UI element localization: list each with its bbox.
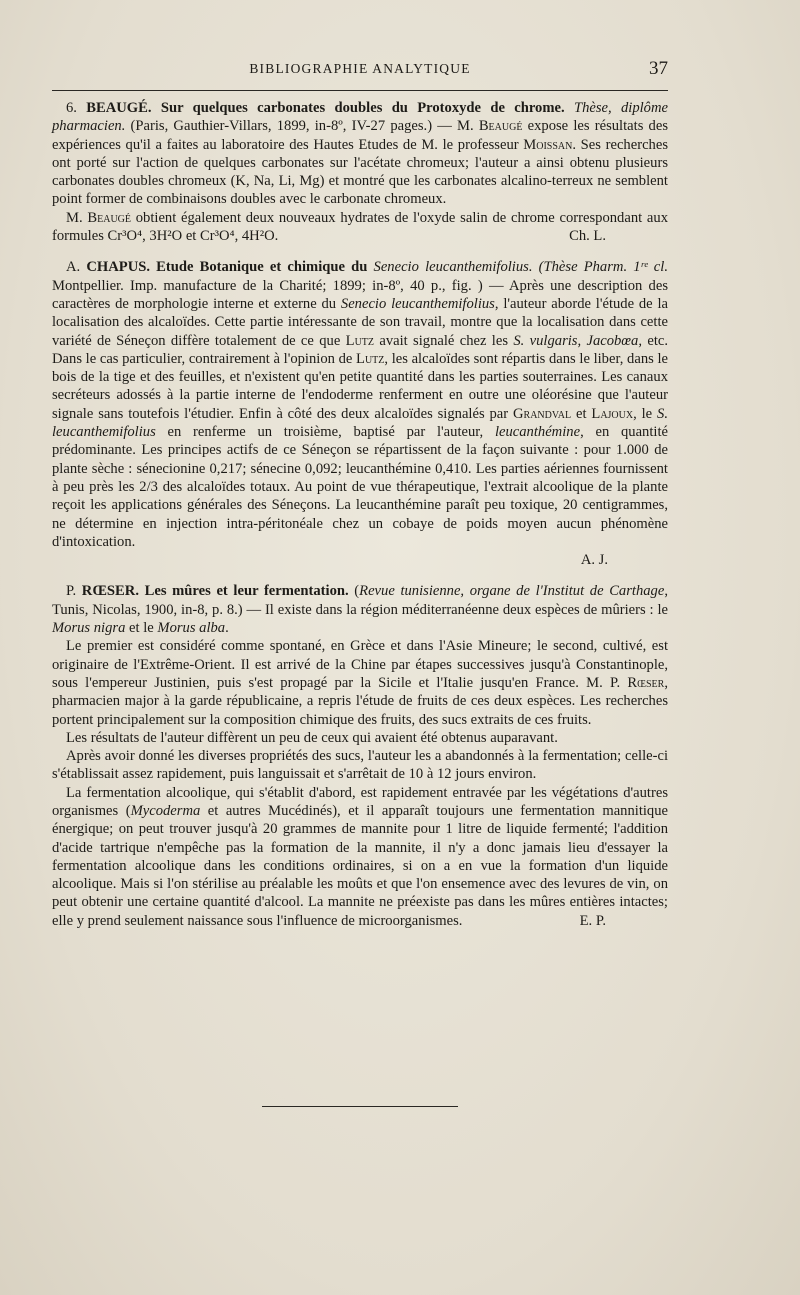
person-name: Rœser	[627, 674, 665, 691]
entry-body-text: M.	[66, 209, 88, 226]
entry-signature: A. J.	[580, 552, 608, 569]
entry-paragraph: Après avoir donné les diverses propriétés des sucs, l'auteur les a abandonnés à la fermentation; celle-ci s'établissait assez rapidement, puis languissait et s'arrêtait de 10 à 12 jours environ.	[52, 748, 668, 783]
organism-name: Mycoderma	[130, 802, 201, 819]
entry-paragraph: Les résultats de l'auteur diffèrent un peu de ceux qui avaient été obtenus auparavant.	[66, 729, 558, 746]
entry-body-text: La fermentation alcoolique, qui s'établit d'abord, est rapidement entravée par les végétations d'autres organismes (	[52, 784, 668, 819]
entry-citation: , Tunis, Nicolas, 1900, in-8, p. 8.) — Il existe dans la région méditerranéenne deux espèces de mûriers : le	[52, 583, 668, 618]
entry-body-text: et	[571, 405, 592, 422]
header-rule	[52, 90, 668, 91]
page-header	[52, 58, 668, 80]
entry-body-text: en renferme un troisième, baptisé par l'auteur,	[155, 424, 495, 441]
entry-chapus	[52, 258, 668, 569]
author-name: Beaugé	[87, 209, 131, 226]
species-name: Morus nigra	[52, 620, 126, 637]
species-name: S. vulgaris, Jacobœa,	[513, 332, 642, 349]
entry-author: BEAUGÉ.	[86, 100, 152, 116]
entry-body-text: , les alcaloïdes sont répartis dans le liber, dans le bois de la tige et des feuilles, et n'existent qu'en petite quantité dans les parties souterraines. Les canaux secréteurs adossés à la partie interne de l'endoderme renferment en outre une oléorésine que l'auteur signale sans toutefois l'étudier. Enfin à côté des deux alcaloïdes signalés par	[52, 350, 668, 422]
species-name: S. leucanthemifolius	[52, 405, 668, 441]
person-name: Grandval	[513, 405, 572, 422]
entry-body-text: et le	[125, 620, 158, 637]
entry-body-text: .	[225, 620, 229, 637]
entry-body-text: etc. Dans le cas particulier, contrairement à l'opinion de	[52, 332, 668, 367]
entry-paragraph	[52, 637, 668, 728]
entry-citation: Montpellier. Imp. manufacture de la Charité; 1899; in-8º, 40 p., fig. ) — Après une description des caractères de morphologie interne et externe du	[52, 277, 668, 312]
entry-body-text: Le premier est considéré comme spontané, en Grèce et dans l'Asie Mineure; le second, cultivé, est originaire de l'Extrême-Orient. Il est arrivé de la Chine par étapes successives jusqu'à Constantinople, sous l'empereur Justinien, puis s'est propagé par la Sicile et l'Italie jusqu'en France. M. P.	[52, 638, 668, 691]
entry-signature: E. P.	[579, 912, 606, 929]
entry-roeser	[52, 582, 668, 930]
entry-body-text: avait signalé chez les	[374, 332, 514, 349]
person-name: Lutz	[345, 332, 375, 349]
entry-body-text: obtient également deux nouveaux hydrates de l'oxyde salin de chrome correspondant aux formules Cr³O⁴, 3H²O et Cr³O⁴, 4H²O.	[52, 209, 668, 245]
entry-body-text: expose les résultats des expériences qu'il a faites au laboratoire des Hautes Etudes de M. le professeur	[52, 118, 669, 153]
species-name: Senecio leucanthemifolius	[340, 295, 495, 312]
entry-paragraph	[52, 784, 668, 930]
page-number: 37	[649, 58, 668, 79]
entry-body-text: et autres Mucédinés), et il apparaît toujours une fermentation mannitique énergique; on peut trouver jusqu'à 20 grammes de mannite pour 1 litre de liquide fermenté; l'addition d'acide tartrique n'empêche pas la formation de la mannite, il n'y a donc jamais lieu d'essayer la fermentation alcoolique dans les conditions ordinaires, si on a en vue la formation d'un liquide alcoolique. Mais si l'on stérilise au préalable les moûts et que l'on ensemence avec des levures de vin, on peut obtenir une certaine quantité d'alcool. La mannite ne préexiste pas dans les mûres entières intactes; elle y prend seulement naissance sous l'influence de microorganismes.	[52, 802, 668, 929]
entry-number: A.	[66, 259, 87, 276]
entry-paragraph	[52, 209, 668, 246]
entry-author: RŒSER.	[81, 583, 139, 600]
entry-citation-italic: Revue tunisienne, organe de l'Institut de Carthage	[359, 583, 665, 600]
entry-number: 6.	[66, 100, 87, 116]
entry-heading-paragraph	[52, 99, 668, 209]
entry-title-italic: Senecio leucanthemifolius.	[367, 259, 533, 276]
footer-rule	[262, 1106, 458, 1107]
entry-number: P.	[66, 583, 82, 600]
entry-body-text: , pharmacien major à la garde républicaine, a repris l'étude de fruits de ces deux espèces. Les recherches portent principalement sur la composition chimique des fruits, des sucs extraits de ces fruits.	[52, 674, 668, 728]
entry-citation: (	[348, 583, 360, 600]
entry-title: Sur quelques carbonates doubles du Protoxyde de chrome.	[151, 100, 565, 116]
entry-body-text: , l'auteur aborde l'étude de la localisation des alcaloïdes. Cette partie intéressante de son travail, montre que la localisation dans cette variété de Séneçon diffère totalement de ce que	[52, 295, 668, 349]
species-name: Morus alba	[157, 620, 226, 637]
entry-citation: (Paris, Gauthier-Villars, 1899, in-8º, IV-27 pages.) —	[125, 118, 458, 135]
entry-heading-paragraph	[52, 582, 668, 637]
person-name: Lajoux	[591, 405, 634, 422]
author-name: M. Beaugé	[457, 118, 523, 135]
entry-beauge	[52, 99, 668, 245]
compound-name: leucanthémine	[494, 424, 581, 441]
entry-body-text: . Ses recherches ont porté sur l'action de quelques carbonates sur l'acétate chromeux; l'auteur a ainsi obtenu plusieurs carbonates doubles chromeux (K, Na, Li, Mg) et montré que les carbonates alcalino-terreux ne semblent point former de combinaisons doubles avec le carbonate chromeux.	[52, 136, 668, 208]
entry-citation-italic: Thèse, diplôme pharmacien.	[52, 100, 668, 135]
entry-heading-paragraph	[52, 258, 668, 551]
entry-signature: Ch. L.	[569, 228, 606, 245]
page-content	[52, 99, 668, 930]
entry-body-text: , en quantité prédominante. Les principes actifs de ce Séneçon se répartissent de la façon suivante : pour 1.000 de plante sèche : sénecionine 0,217; sénecine 0,092; leucanthémine 0,410. Les parties aériennes fournissent à peu près les 2/3 des alcaloïdes totaux. Au point de vue thérapeutique, l'extrait alcoolique de la plante reçoit les applications générales des Séneçons. La leucanthémine paraît peu toxique, 20 centigrammes, ne détermine en injection intra-péritonéale chez un cobaye de poids moyen aucun phénomène d'intoxication.	[52, 424, 668, 550]
entry-title: Les mûres et leur fermentation.	[138, 583, 349, 600]
person-name: Lutz	[356, 350, 385, 367]
entry-author: CHAPUS.	[86, 259, 151, 276]
entry-title: Etude Botanique et chimique du	[150, 259, 368, 276]
running-title: BIBLIOGRAPHIE ANALYTIQUE	[249, 61, 471, 76]
person-name: Moissan	[523, 136, 573, 153]
entry-body-text: , le	[633, 405, 658, 422]
entry-citation-italic: (Thèse Pharm. 1ʳᵉ cl.	[532, 259, 668, 276]
